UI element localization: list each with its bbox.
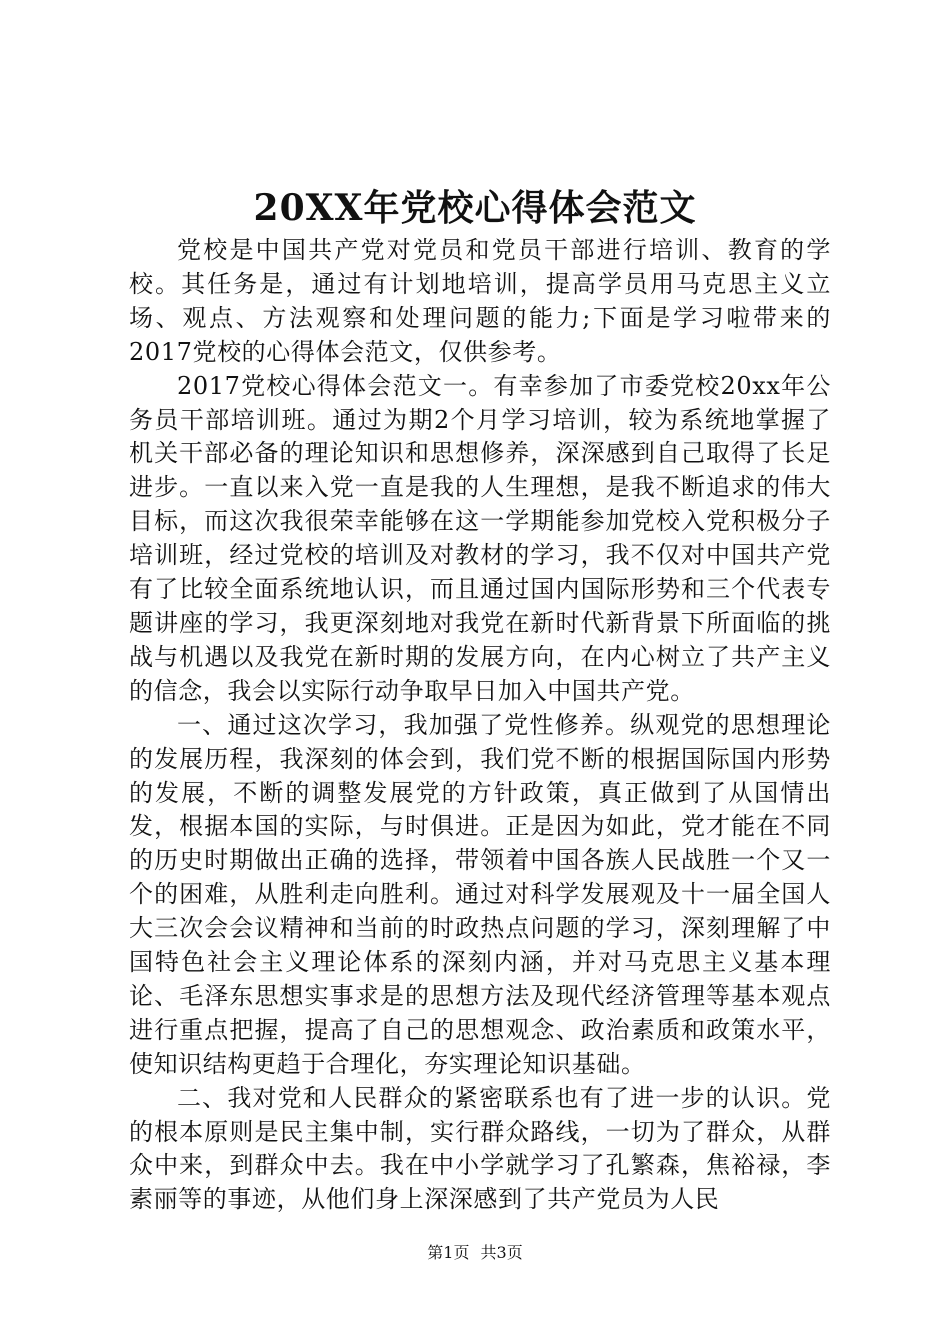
page-total: 共3页	[480, 1243, 523, 1262]
page-number: 第1页	[427, 1243, 470, 1262]
document-title: 20XX年党校心得体会范文	[253, 187, 697, 229]
page-footer	[0, 1242, 950, 1264]
paragraph-intro: 党校是中国共产党对党员和党员干部进行培训、教育的学校。其任务是，通过有计划地培训，提高学员用马克思主义立场、观点、方法观察和处理问题的能力;下面是学习啦带来的2017党校的心得体会范文，仅供参考。	[129, 236, 831, 366]
paragraph-point-one: 一、通过这次学习，我加强了党性修养。纵观党的思想理论的发展历程，我深刻的体会到，我们党不断的根据国际国内形势的发展，不断的调整发展党的方针政策，真正做到了从国情出发，根据本国的实际，与时俱进。正是因为如此，党才能在不同的历史时期做出正确的选择，带领着中国各族人民战胜一个又一个的困难，从胜利走向胜利。通过对科学发展观及十一届全国人大三次会会议精神和当前的时政热点问题的学习，深刻理解了中国特色社会主义理论体系的深刻内涵，并对马克思主义基本理论、毛泽东思想实事求是的思想方法及现代经济管理等基本观点进行重点把握，提高了自己的思想观念、政治素质和政策水平，使知识结构更趋于合理化，夯实理论知识基础。	[129, 710, 831, 1078]
paragraph-point-two: 二、我对党和人民群众的紧密联系也有了进一步的认识。党的根本原则是民主集中制，实行群众路线，一切为了群众，从群众中来，到群众中去。我在中小学就学习了孔繁森，焦裕禄，李素丽等的事迹，从他们身上深深感到了共产党员为人民	[129, 1083, 831, 1214]
document-body	[129, 234, 831, 1217]
paragraph-essay-one: 2017党校心得体会范文一。有幸参加了市委党校20xx年公务员干部培训班。通过为期2个月学习培训，较为系统地掌握了机关干部必备的理论知识和思想修养，深深感到自己取得了长足进步。一直以来入党一直是我的人生理想，是我不断追求的伟大目标，而这次我很荣幸能够在这一学期能参加党校入党积极分子培训班，经过党校的培训及对教材的学习，我不仅对中国共产党有了比较全面系统地认识，而且通过国内国际形势和三个代表专题讲座的学习，我更深刻地对我党在新时代新背景下所面临的挑战与机遇以及我党在新时期的发展方向，在内心树立了共产主义的信念，我会以实际行动争取早日加入中国共产党。	[129, 371, 831, 705]
